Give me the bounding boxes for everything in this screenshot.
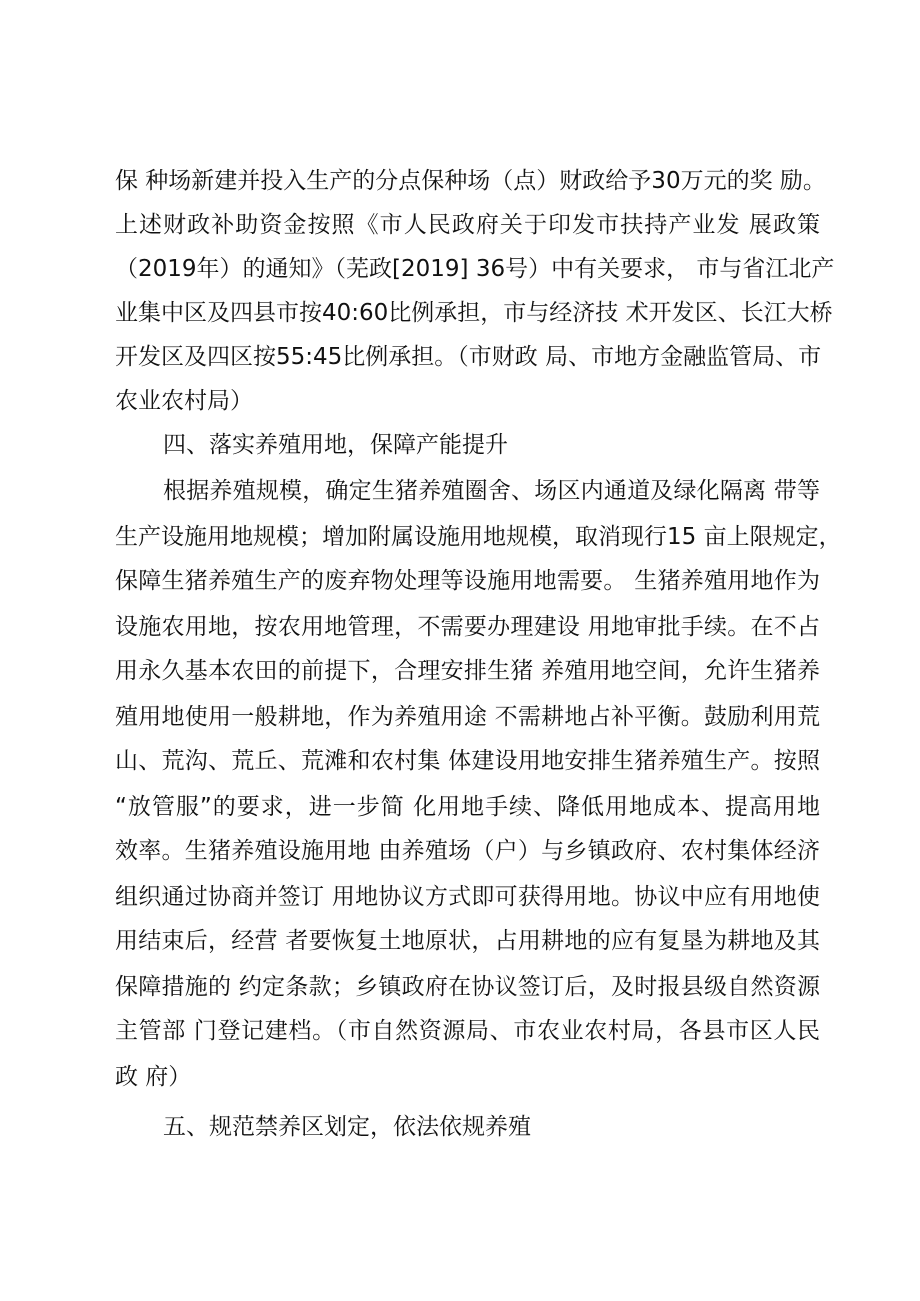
text-line: 保障生猪养殖生产的废弃物处理等设施用地需要。 生猪养殖用地作为 bbox=[115, 568, 820, 594]
text-line: 用永久基本农田的前提下，合理安排生猪 养殖用地空间，允许生猪养 bbox=[115, 658, 820, 684]
text-line: “放管服”的要求，进一步简 化用地手续、降低用地成本、提高用地 bbox=[115, 794, 820, 820]
text-line: 保障措施的 约定条款；乡镇政府在协议签订后，及时报县级自然资源 bbox=[115, 974, 820, 1000]
text-line: 政 府） bbox=[115, 1064, 192, 1090]
text-line: （2019年）的通知》（芜政[2019] 36号）中有关要求， 市与省江北产 bbox=[115, 256, 835, 282]
text-line: 保 种场新建并投入生产的分点保种场（点）财政给予30万元的奖 励。 bbox=[115, 168, 826, 194]
text-line: 农业农村局） bbox=[115, 388, 253, 414]
text-line: 根据养殖规模，确定生猪养殖圈舍、场区内通道及绿化隔离 带等 bbox=[163, 478, 820, 504]
text-line: 设施农用地，按农用地管理，不需要办理建设 用地审批手续。在不占 bbox=[115, 614, 820, 640]
section-heading: 四、落实养殖用地，保障产能提升 bbox=[163, 432, 508, 458]
text-line: 组织通过协商并签订 用地协议方式即可获得用地。协议中应有用地使 bbox=[115, 884, 820, 910]
text-line: 山、荒沟、荒丘、荒滩和农村集 体建设用地安排生猪养殖生产。按照 bbox=[115, 748, 820, 774]
text-line: 主管部 门登记建档。（市自然资源局、市农业农村局，各县市区人民 bbox=[115, 1018, 820, 1044]
section-heading: 五、规范禁养区划定，依法依规养殖 bbox=[163, 1114, 531, 1140]
text-line: 上述财政补助资金按照《市人民政府关于印发市扶持产业发 展政策 bbox=[115, 212, 820, 238]
text-line: 业集中区及四县市按40:60比例承担，市与经济技 术开发区、长江大桥 bbox=[115, 300, 833, 326]
text-line: 生产设施用地规模；增加附属设施用地规模，取消现行15 亩上限规定， bbox=[115, 524, 842, 550]
text-line: 开发区及四区按55:45比例承担。（市财政 局、市地方金融监管局、市 bbox=[115, 344, 822, 370]
text-line: 效率。生猪养殖设施用地 由养殖场（户）与乡镇政府、农村集体经济 bbox=[115, 838, 820, 864]
text-line: 用结束后，经营 者要恢复土地原状，占用耕地的应有复垦为耕地及其 bbox=[115, 928, 820, 954]
text-line: 殖用地使用一般耕地，作为养殖用途 不需耕地占补平衡。鼓励利用荒 bbox=[115, 704, 820, 730]
